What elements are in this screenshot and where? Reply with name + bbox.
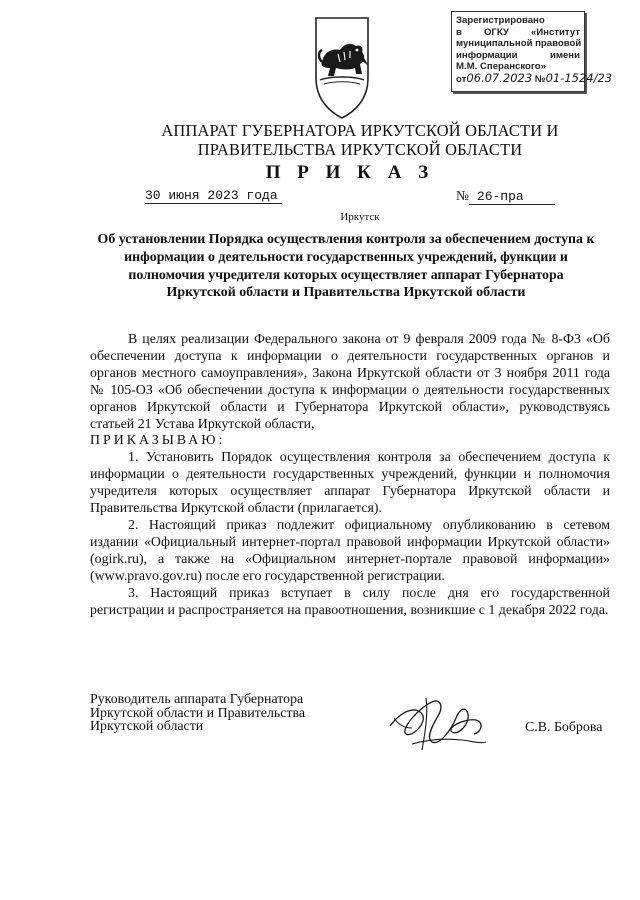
order-item-1: 1. Установить Порядок осуществления контроля за обеспечением доступа к информации о деятельности государственных учреждений, функции и полномочия учредителя которых осуществляет аппарат Губернатора Иркутской области и Правительства Иркутской области (прилагается). bbox=[90, 450, 610, 517]
document-title: Об установлении Порядка осуществления контроля за обеспечением доступа к информации о деятельности государственных учреждений, функции и полномочия учредителя которых осуществляет аппарат Губернатора Иркутской области и Правительства Иркутской области bbox=[97, 232, 595, 301]
document-number: № 26-пра bbox=[456, 188, 555, 205]
stamp-number: 01-1524/23 bbox=[545, 70, 613, 85]
signatory-name: С.В. Боброва bbox=[525, 720, 603, 735]
stamp-line-1: Зарегистрировано bbox=[456, 15, 545, 26]
handwritten-signature-icon bbox=[382, 688, 492, 758]
stamp-line-4: информации имени bbox=[456, 49, 580, 61]
stamp-date: 06.07.2023 bbox=[466, 70, 533, 85]
stamp-line-5: М.М. Сперанского» bbox=[456, 61, 546, 72]
organization-name: АППАРАТ ГУБЕРНАТОРА ИРКУТСКОЙ ОБЛАСТИ И ПРАВИТЕЛЬСТВА ИРКУТСКОЙ ОБЛАСТИ bbox=[161, 121, 559, 159]
preamble: В целях реализации Федерального закона от 9 февраля 2009 года № 8-ФЗ «Об обеспечении доступа к информации о деятельности государственных органов и органов местного самоуправления», Закона Иркутской области от 3 ноября 2011 года № 105-ОЗ «Об обеспечении доступа к информации о деятельности государственных органов Иркутской области и Губернатора Иркутской области», руководствуясь статьей 21 Устава Иркутской области, bbox=[90, 332, 610, 432]
city: Иркутск bbox=[340, 211, 380, 223]
order-word: ПРИКАЗЫВАЮ: bbox=[90, 433, 226, 449]
signatory-position: Руководитель аппарата Губернатора Иркутской области и Правительства Иркутской области bbox=[90, 692, 305, 734]
stamp-line-3: муниципальной правовой bbox=[456, 38, 582, 49]
order-item-2: 2. Настоящий приказ подлежит официальному опубликованию в сетевом издании «Официальный интернет-портал правовой информации Иркутской области» (ogirk.ru), а также на «Официальном интернет-портале правовой информации» (www.pravo.gov.ru) после его государственной регистрации. bbox=[90, 517, 610, 584]
document-body bbox=[90, 332, 610, 619]
document-date: 30 июня 2023 года bbox=[145, 188, 282, 204]
irkutsk-coat-of-arms-icon bbox=[310, 14, 374, 122]
registration-stamp bbox=[451, 11, 613, 92]
order-item-3: 3. Настоящий приказ вступает в силу после дня его государственной регистрации и распространяется на правоотношения, возникшие с 1 декабря 2022 года. bbox=[90, 585, 610, 618]
stamp-line-2: в ОГКУ «Институт bbox=[456, 26, 580, 38]
stamp-registration-line: от06.07.2023 №01-1524/23 bbox=[456, 70, 613, 85]
document-type: П Р И К А З bbox=[265, 162, 435, 183]
document-number-value: 26-пра bbox=[469, 189, 555, 205]
